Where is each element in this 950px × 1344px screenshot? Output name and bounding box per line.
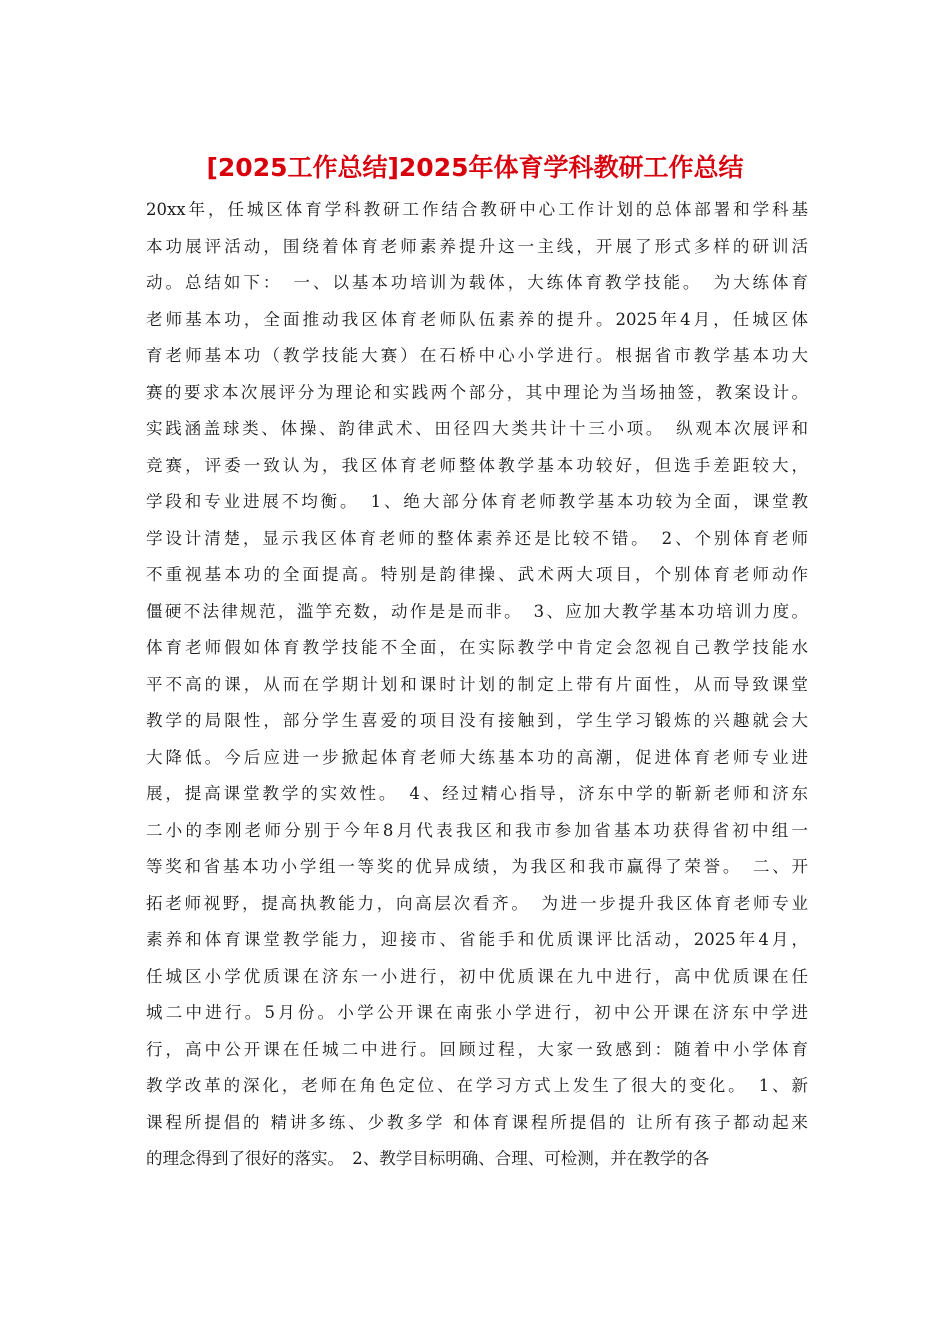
body-line: 老师基本功，全面推动我区体育老师队伍素养的提升。2025年4月，任城区体 bbox=[146, 309, 808, 329]
document-body bbox=[146, 192, 808, 1178]
body-line: 的理念得到了很好的落实。 2、教学目标明确、合理、可检测，并在教学的各 bbox=[146, 1149, 710, 1168]
body-line: 学设计清楚，显示我区体育老师的整体素养还是比较不错。 2、个别体育老师 bbox=[146, 528, 808, 548]
body-line: 等奖和省基本功小学组一等奖的优异成绩，为我区和我市赢得了荣誉。 二、开 bbox=[146, 857, 808, 876]
body-line: 城二中进行。5月份。小学公开课在南张小学进行，初中公开课在济东中学进 bbox=[146, 1003, 808, 1022]
body-line: 育老师基本功（教学技能大赛）在石桥中心小学进行。根据省市教学基本功大 bbox=[146, 346, 808, 365]
body-line: 学段和专业进展不均衡。 1、绝大部分体育老师教学基本功较为全面，课堂教 bbox=[146, 492, 808, 511]
body-line: 不重视基本功的全面提高。特别是韵律操、武术两大项目，个别体育老师动作 bbox=[146, 565, 808, 584]
body-line: 本功展评活动，围绕着体育老师素养提升这一主线，开展了形式多样的研训活 bbox=[146, 236, 808, 256]
body-line: 实践涵盖球类、体操、韵律武术、田径四大类共计十三小项。 纵观本次展评和 bbox=[146, 419, 808, 438]
body-line: 行，高中公开课在任城二中进行。回顾过程，大家一致感到：随着中小学体育 bbox=[146, 1039, 808, 1059]
body-line: 任城区小学优质课在济东一小进行，初中优质课在九中进行，高中优质课在任 bbox=[146, 966, 808, 986]
body-line: 大降低。今后应进一步掀起体育老师大练基本功的高潮，促进体育老师专业进 bbox=[146, 747, 808, 767]
body-line: 课程所提倡的 精讲多练、少教多学 和体育课程所提倡的 让所有孩子都动起来 bbox=[146, 1112, 808, 1132]
body-line: 僵硬不法律规范，滥竽充数，动作是是而非。 3、应加大教学基本功培训力度。 bbox=[146, 601, 808, 621]
body-line: 20xx年，任城区体育学科教研工作结合教研中心工作计划的总体部署和学科基 bbox=[146, 200, 808, 219]
body-line: 拓老师视野，提高执教能力，向高层次看齐。 为进一步提升我区体育老师专业 bbox=[146, 893, 808, 913]
body-line: 动。总结如下： 一、以基本功培训为载体，大练体育教学技能。 为大练体育 bbox=[146, 273, 808, 292]
body-line: 二小的李刚老师分别于今年8月代表我区和我市参加省基本功获得省初中组一 bbox=[146, 820, 808, 840]
body-line: 体育老师假如体育教学技能不全面，在实际教学中肯定会忽视自己教学技能水 bbox=[146, 638, 808, 657]
body-line: 素养和体育课堂教学能力，迎接市、省能手和优质课评比活动，2025年4月， bbox=[146, 930, 808, 949]
body-line: 竞赛，评委一致认为，我区体育老师整体教学基本功较好，但选手差距较大， bbox=[146, 455, 808, 475]
document-title: [2025工作总结]2025年体育学科教研工作总结 bbox=[206, 153, 744, 182]
body-line: 赛的要求本次展评分为理论和实践两个部分，其中理论为当场抽签，教案设计。 bbox=[146, 382, 808, 402]
body-line: 展，提高课堂教学的实效性。 4、经过精心指导，济东中学的靳新老师和济东 bbox=[146, 784, 808, 803]
body-line: 教学的局限性，部分学生喜爱的项目没有接触到，学生学习锻炼的兴趣就会大 bbox=[146, 711, 808, 730]
body-line: 平不高的课，从而在学期计划和课时计划的制定上带有片面性，从而导致课堂 bbox=[146, 674, 808, 694]
body-line: 教学改革的深化，老师在角色定位、在学习方式上发生了很大的变化。 1、新 bbox=[146, 1076, 808, 1095]
